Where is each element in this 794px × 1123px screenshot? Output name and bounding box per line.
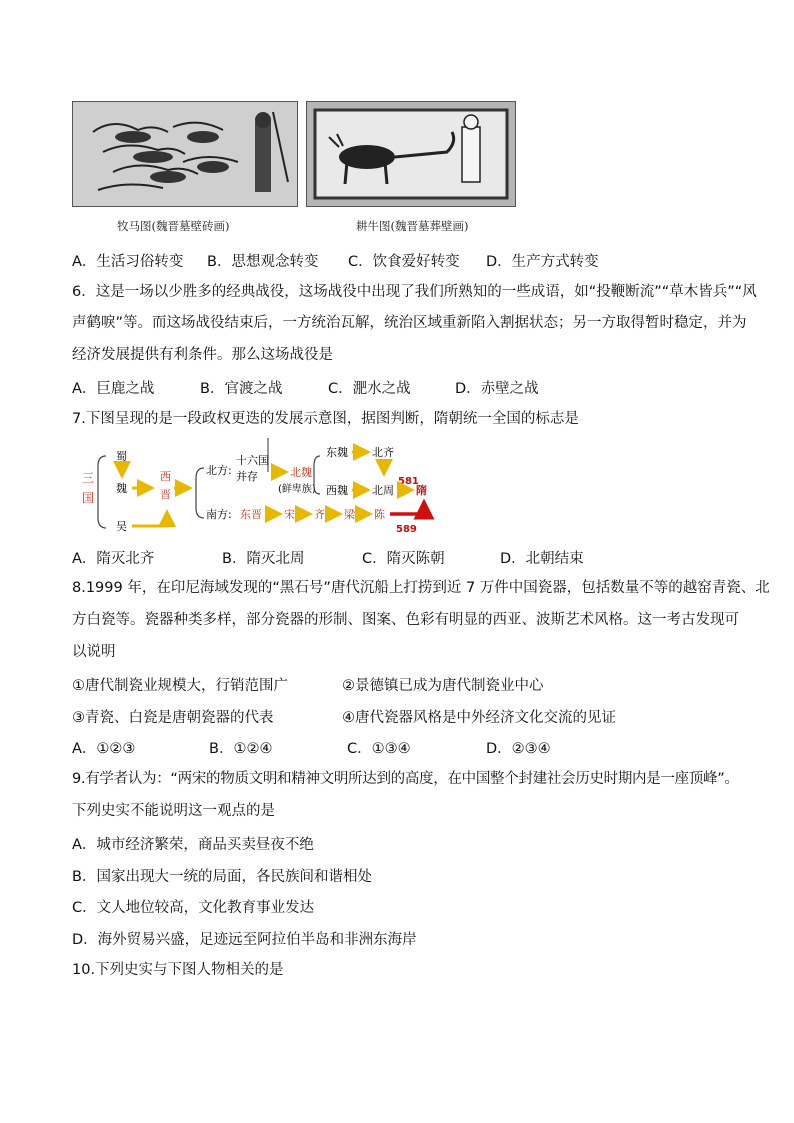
q9-option-c[interactable]: C．文人地位较高，文化教育事业发达 <box>72 900 315 916</box>
ox-mural-caption: 耕牛图(魏晋墓葬壁画) <box>356 219 469 233</box>
q9-stem-line-2: 下列史实不能说明这一观点的是 <box>72 803 275 819</box>
q5-option-b[interactable]: B．思想观念转变 <box>207 254 319 270</box>
q8-option-a[interactable]: A．①②③ <box>72 741 136 757</box>
sanguo-label-1: 三 <box>82 471 95 485</box>
horse-herding-illustration <box>73 102 297 206</box>
sanguo-label-2: 国 <box>82 491 95 505</box>
north-label: 北方: <box>206 464 232 477</box>
q8-option-c[interactable]: C．①③④ <box>347 741 411 757</box>
q8-option-b[interactable]: B．①②④ <box>209 741 273 757</box>
ox-plowing-illustration <box>307 102 515 206</box>
sui-label: 隋 <box>416 484 427 497</box>
q8-stem-line-3: 以说明 <box>72 644 116 660</box>
q7-stem: 7.下图呈现的是一段政权更迭的发展示意图，据图判断，隋朝统一全国的标志是 <box>72 411 579 427</box>
q6-stem-line-2: 声鹤唳”等。而这场战役结束后，一方统治瓦解，统治区域重新陷入割据状态；另一方取得暂时稳定，并为 <box>72 315 747 331</box>
q8-item-4: ④唐代瓷器风格是中外经济文化交流的见证 <box>342 710 616 726</box>
horse-herding-mural-image <box>72 101 298 207</box>
q9-stem-line-1: 9.有学者认为：“两宋的物质文明和精神文明所达到的高度，在中国整个封建社会历史时期内是一座顶峰”。 <box>72 771 739 787</box>
q7-option-b[interactable]: B．隋灭北周 <box>222 551 305 567</box>
q5-option-d[interactable]: D．生产方式转变 <box>486 254 599 270</box>
q6-stem-line-3: 经济发展提供有利条件。那么这场战役是 <box>72 347 333 363</box>
wu-label: 吴 <box>116 520 127 533</box>
q9-option-a[interactable]: A．城市经济繁荣，商品买卖昼夜不绝 <box>72 837 314 853</box>
q6-option-c[interactable]: C．淝水之战 <box>328 381 411 397</box>
horse-mural-caption: 牧马图(魏晋墓壁砖画) <box>117 219 230 233</box>
dynasty-succession-diagram <box>72 438 452 538</box>
q8-item-1: ①唐代制瓷业规模大，行销范围广 <box>72 678 288 694</box>
q6-option-d[interactable]: D．赤壁之战 <box>455 381 539 397</box>
q8-item-2: ②景德镇已成为唐代制瓷业中心 <box>342 678 544 694</box>
q5-option-c[interactable]: C．饮食爱好转变 <box>348 254 460 270</box>
q7-option-a[interactable]: A．隋灭北齐 <box>72 551 155 567</box>
q8-stem-line-1: 8.1999 年，在印尼海域发现的“黑石号”唐代沉船上打捞到近 7 万件中国瓷器，包括数量不等的越窑青瓷、北 <box>72 580 770 596</box>
year-581-label: 581 <box>398 476 419 487</box>
shu-label: 蜀 <box>116 450 127 463</box>
xianbei-label: (鲜卑族) <box>278 484 316 495</box>
xijin-label-2: 晋 <box>160 488 171 501</box>
beiqi-label: 北齐 <box>372 446 394 459</box>
sixteen-kingdoms-label: 十六国 <box>236 454 269 467</box>
beizhou-label: 北周 <box>372 484 394 497</box>
xijin-label-1: 西 <box>160 470 171 483</box>
wei-label: 魏 <box>116 482 127 495</box>
q7-option-c[interactable]: C．隋灭陈朝 <box>362 551 445 567</box>
q9-option-b[interactable]: B．国家出现大一统的局面，各民族间和谐相处 <box>72 869 372 885</box>
liang-label: 梁 <box>344 508 355 521</box>
song-label: 宋 <box>284 508 295 521</box>
q5-option-a[interactable]: A．生活习俗转变 <box>72 254 184 270</box>
dongwei-label: 东魏 <box>326 446 348 459</box>
dongjin-label: 东晋 <box>240 508 262 521</box>
q8-option-d[interactable]: D．②③④ <box>486 741 551 757</box>
q9-option-d[interactable]: D．海外贸易兴盛，足迹远至阿拉伯半岛和非洲东海岸 <box>72 932 417 948</box>
year-589-label: 589 <box>396 524 417 535</box>
q6-option-b[interactable]: B．官渡之战 <box>200 381 283 397</box>
qi-label: 齐 <box>314 508 325 521</box>
chen-label: 陈 <box>374 508 385 521</box>
q6-stem-line-1: 6．这是一场以少胜多的经典战役，这场战役中出现了我们所熟知的一些成语，如“投鞭断流”“草木皆兵”“风 <box>72 284 757 300</box>
q8-stem-line-2: 方白瓷等。瓷器种类多样，部分瓷器的形制、图案、色彩有明显的西亚、波斯艺术风格。这一考古发现可 <box>72 612 739 628</box>
ox-plowing-mural-image <box>306 101 516 207</box>
xiwei-label: 西魏 <box>326 484 348 497</box>
q8-item-3: ③青瓷、白瓷是唐朝瓷器的代表 <box>72 710 274 726</box>
q7-option-d[interactable]: D．北朝结束 <box>500 551 584 567</box>
q10-stem: 10.下列史实与下图人物相关的是 <box>72 962 284 978</box>
bingcun-label: 并存 <box>236 470 258 483</box>
south-label: 南方: <box>206 508 232 521</box>
q6-option-a[interactable]: A．巨鹿之战 <box>72 381 155 397</box>
beiwei-label: 北魏 <box>290 466 312 479</box>
